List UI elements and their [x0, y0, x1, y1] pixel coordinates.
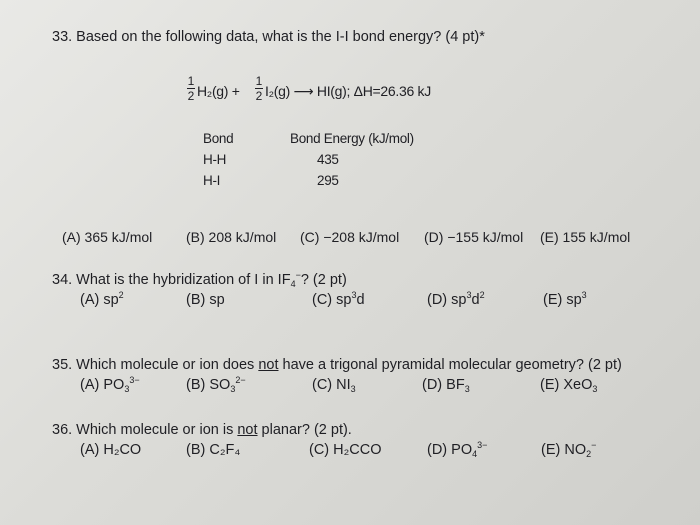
q35-choice-d: (D) $BF_3$: [422, 377, 470, 394]
q36-choice-c: (C) H₂CCO: [309, 442, 382, 458]
q34-choice-c: (C) $sp^3d$: [312, 290, 365, 308]
table-header-energy: Bond Energy (kJ/mol): [290, 131, 414, 146]
q33-choice-a: (A) 365 kJ/mol: [62, 229, 153, 245]
q34-choice-e: (E) $sp^3$: [543, 290, 587, 308]
q36-prompt: [52, 421, 352, 439]
q36-choice-b: (B) C₂F₄: [186, 442, 241, 458]
fraction-numerator: 1: [187, 74, 195, 88]
q36-prompt-rest: planar? (2 pt).: [257, 422, 352, 438]
q35-prompt-emphasis: not: [258, 357, 279, 373]
q33-equation-h2: H₂(g) +: [197, 83, 240, 99]
q36-choice-a: (A) H₂CO: [80, 442, 142, 458]
q36-choice-d: (D) $PO_4^{3-}$: [427, 440, 488, 459]
q33-equation-i2: I₂(g) ⟶ HI(g); ΔH=26.36 kJ: [265, 83, 431, 99]
q34-prompt: [52, 271, 347, 289]
q33-choice-c: (C) −208 kJ/mol: [300, 229, 400, 245]
table-row-bond: H-H: [203, 152, 227, 167]
table-row-energy: 435: [317, 152, 339, 167]
q33-prompt: 33. Based on the following data, what is the I-I bond energy? (4 pt)*: [52, 29, 485, 45]
table-row-bond: H-I: [203, 173, 221, 188]
q35-prompt: [52, 356, 622, 374]
q33-choice-b: (B) 208 kJ/mol: [186, 229, 277, 245]
q35-choice-e: (E) XeO$_3$: [540, 377, 598, 394]
q36-prompt-emphasis: not: [237, 422, 258, 438]
table-header-bond: Bond: [203, 131, 234, 146]
q34-prompt-subscript: 4: [290, 279, 296, 289]
q34-choice-a: (A) $sp^2$: [80, 290, 124, 308]
q34-prompt-points: ? (2 pt): [300, 272, 347, 288]
q35-choice-a: (A) $PO_3^{3-}$: [80, 375, 140, 394]
q34-prompt-superscript: −: [295, 270, 301, 280]
q34-choice-d: (D) $sp^3d^2$: [427, 290, 485, 308]
q34-prompt-text: 34. What is the hybridization of I in IF: [52, 272, 291, 288]
fraction-denominator: 2: [255, 89, 263, 103]
fraction-denominator: 2: [187, 89, 195, 103]
q35-choice-c: (C) $NI_3$: [312, 377, 356, 394]
q35-prompt-text: 35. Which molecule or ion does: [52, 357, 259, 373]
fraction-numerator: 1: [255, 74, 263, 88]
q33-choice-d: (D) −155 kJ/mol: [424, 229, 524, 245]
q33-choice-e: (E) 155 kJ/mol: [540, 229, 631, 245]
q34-choice-b: (B) sp: [186, 292, 225, 308]
q36-choice-e: (E) $NO_2^-$: [541, 440, 597, 459]
q35-choice-b: (B) $SO_3^{2-}$: [186, 375, 246, 394]
q36-prompt-text: 36. Which molecule or ion is: [52, 422, 238, 438]
q33-fraction-i2: [254, 75, 264, 102]
q35-prompt-rest: have a trigonal pyramidal molecular geometry? (2 pt): [278, 357, 622, 373]
q33-fraction-h2: [186, 75, 196, 102]
table-row-energy: 295: [317, 173, 339, 188]
